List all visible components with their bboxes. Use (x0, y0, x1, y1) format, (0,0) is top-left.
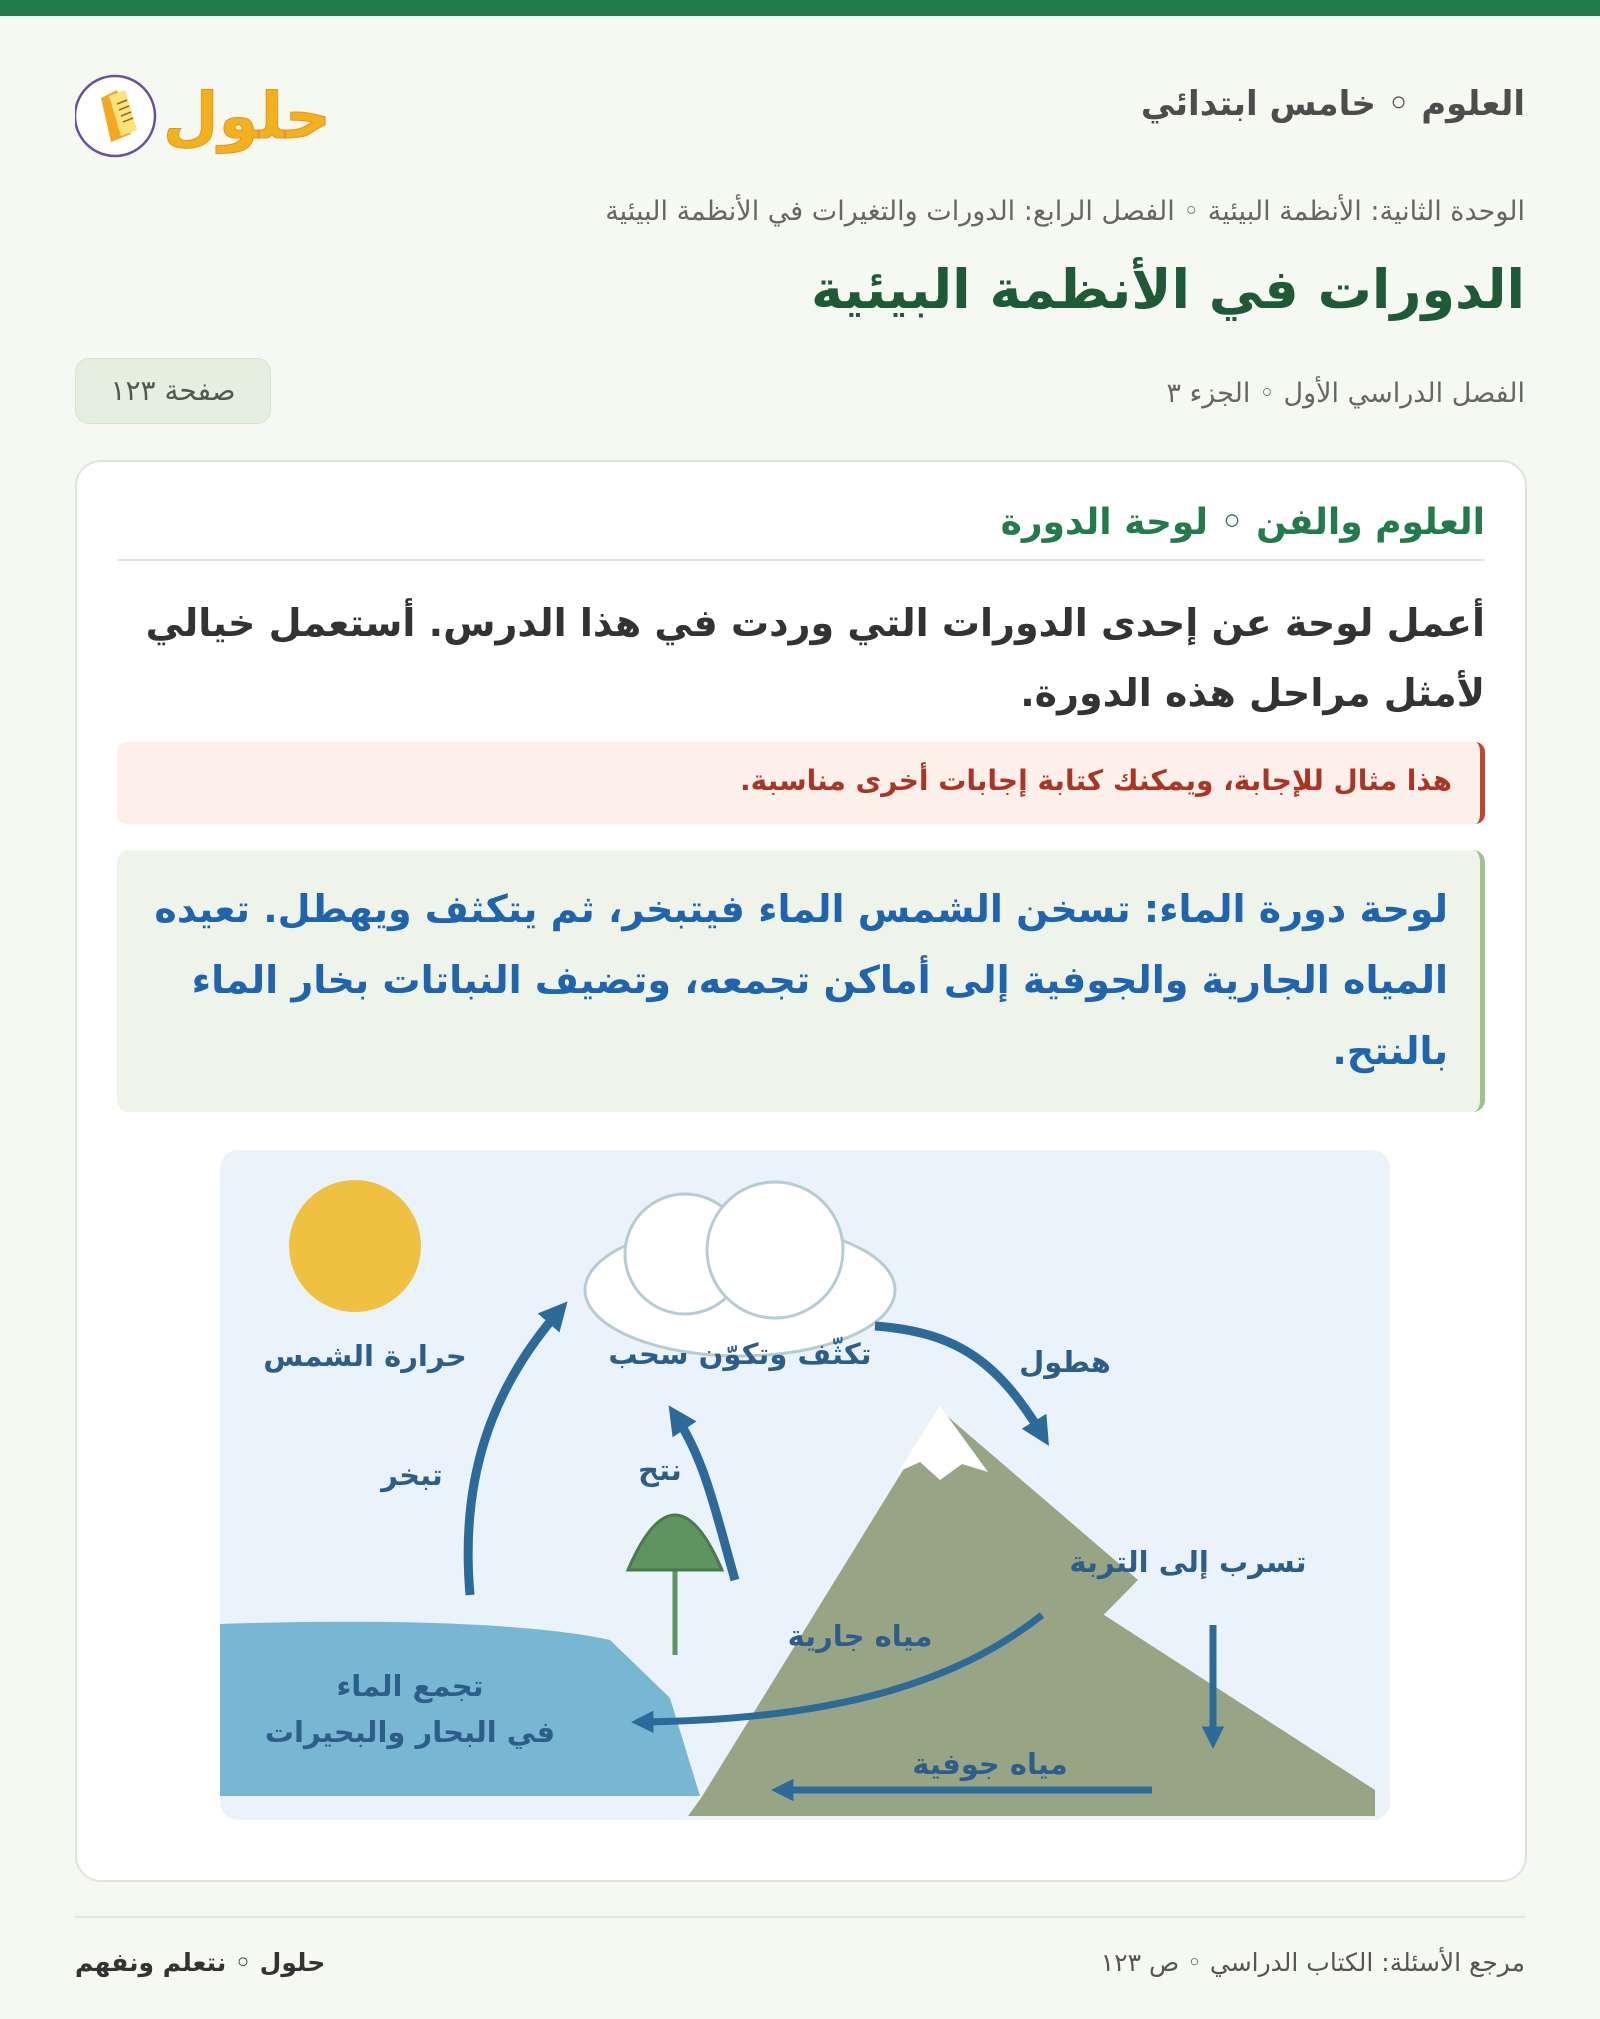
label-runoff: مياه جارية (787, 1619, 933, 1653)
label-groundwater: مياه جوفية (912, 1747, 1068, 1781)
card-divider (117, 559, 1485, 561)
question-text: أعمل لوحة عن إحدى الدورات التي وردت في هذا الدرس. أستعمل خيالي لأمثل مراحل هذه الدورة. (145, 601, 1485, 715)
page-number-badge: صفحة ١٢٣ (75, 358, 271, 424)
page-title: الدورات في الأنظمة البيئية (810, 258, 1525, 321)
footer-divider (75, 1916, 1525, 1918)
sample-answer-note (117, 742, 1485, 824)
card-title: العلوم والفن ◦ لوحة الدورة (1000, 502, 1485, 543)
logo-wordmark: حلول (163, 80, 331, 154)
answer-box (117, 850, 1485, 1112)
label-sun-heat: حرارة الشمس (263, 1339, 467, 1373)
top-accent-bar (0, 0, 1600, 16)
subject-grade: العلوم ◦ خامس ابتدائي (1140, 84, 1525, 124)
label-transpiration: نتح (638, 1453, 682, 1487)
footer-reference: مرجع الأسئلة: الكتاب الدراسي ◦ ص ١٢٣ (1100, 1948, 1525, 1977)
header (75, 50, 1525, 170)
label-precipitation: هطول (1019, 1345, 1111, 1379)
label-infiltration: تسرب إلى التربة (1069, 1545, 1307, 1579)
hulul-logo[interactable] (75, 50, 335, 160)
label-evaporation: تبخر (381, 1458, 443, 1492)
footer-brand: حلول ◦ نتعلم ونفهم (75, 1948, 326, 1977)
water-cycle-diagram (140, 1150, 1390, 1830)
sun-icon (289, 1180, 421, 1312)
breadcrumb: الوحدة الثانية: الأنظمة البيئية ◦ الفصل الرابع: الدورات والتغيرات في الأنظمة البيئية (605, 196, 1525, 227)
label-collection-line1: تجمع الماء (336, 1669, 484, 1703)
label-collection-line2: في البحار والبحيرات (264, 1715, 556, 1749)
term-info: الفصل الدراسي الأول ◦ الجزء ٣ (1166, 378, 1525, 409)
answer-text: لوحة دورة الماء: تسخن الشمس الماء فيتبخر، ثم يتكثف ويهطل. تعيده المياه الجارية والجوفية إلى أماكن تجمعه، وتضيف النباتات بخار الماء بالنتح. (154, 887, 1448, 1073)
note-text: هذا مثال للإجابة، ويمكنك كتابة إجابات أخرى مناسبة. (740, 764, 1452, 797)
label-condensation: تكثّف وتكوّن سحب (608, 1337, 872, 1371)
